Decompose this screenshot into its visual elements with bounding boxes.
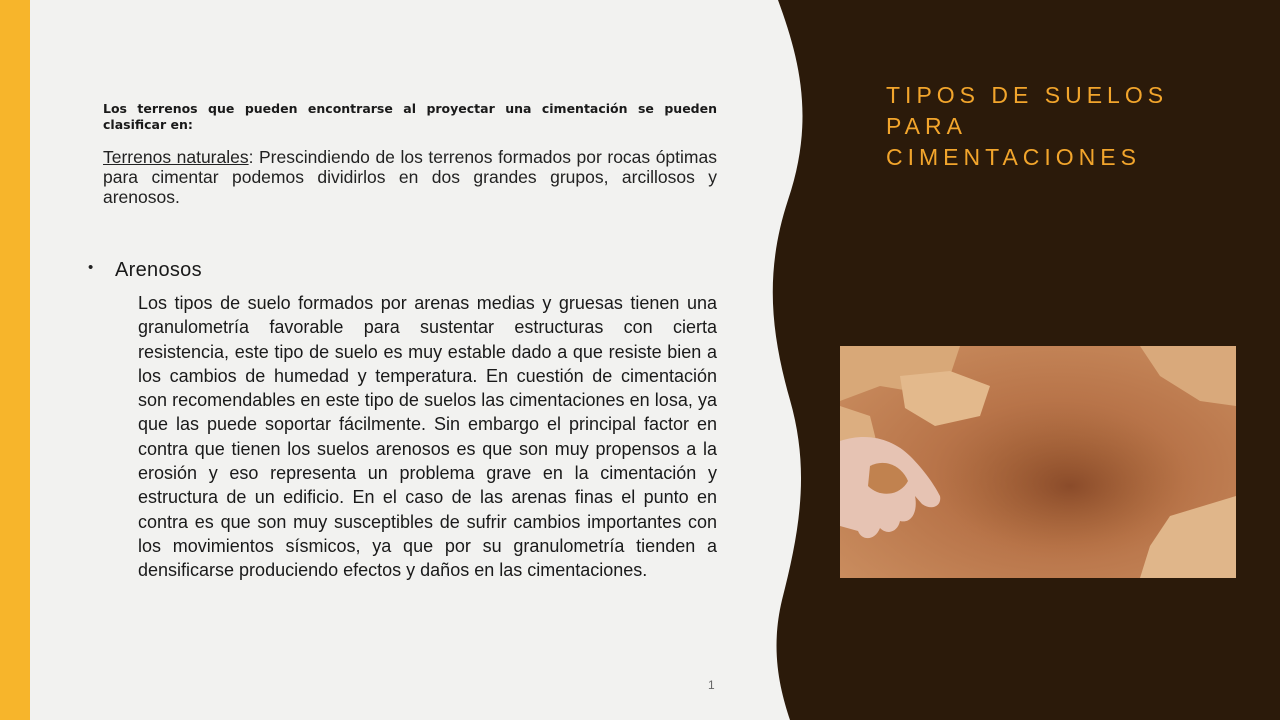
title-line-3: CIMENTACIONES: [886, 144, 1141, 170]
body-paragraph: Los tipos de suelo formados por arenas medias y gruesas tienen una granulometría favorable para sustentar estructuras con cierta resistencia, este tipo de suelo es muy estable dado a que resiste bien a los cambios de humedad y temperatura. En cuestión de cimentación son recomendables en este tipo de suelos las cimentaciones en losa, ya que las puede soportar fácilmente. Sin embargo el principal factor en contra que tienen los suelos arenosos es que son muy propensos a la erosión y eso representa un problema grave en la cimentación y estructura de un edificio. En el caso de las arenas finas el punto en contra es que son muy susceptibles de sufrir cambios importantes con los movimientos sísmicos, ya que por su granulometría tienden a densificarse produciendo efectos y daños en las cimentaciones.: [138, 293, 717, 581]
natural-lead: Terrenos naturales: [103, 147, 249, 167]
intro-paragraph: Los terrenos que pueden encontrarse al proyectar una cimentación se pueden clasificar en:: [103, 101, 717, 132]
natural-colon: :: [248, 147, 254, 167]
bullet-heading: Arenosos: [115, 259, 202, 281]
title-line-2: PARA: [886, 113, 967, 139]
natural-text: Prescindiendo de los terrenos formados por rocas óptimas para cimentar podemos dividirlos en dos grandes grupos, arcillosos y arenosos.: [103, 147, 717, 207]
natural-terrain-paragraph: [103, 147, 717, 207]
title-line-1: TIPOS DE SUELOS: [886, 82, 1169, 108]
page-number: 1: [708, 678, 715, 692]
slide-title: [886, 80, 1246, 173]
sand-soil-photo: [840, 346, 1236, 578]
bullet-marker: •: [88, 259, 94, 276]
